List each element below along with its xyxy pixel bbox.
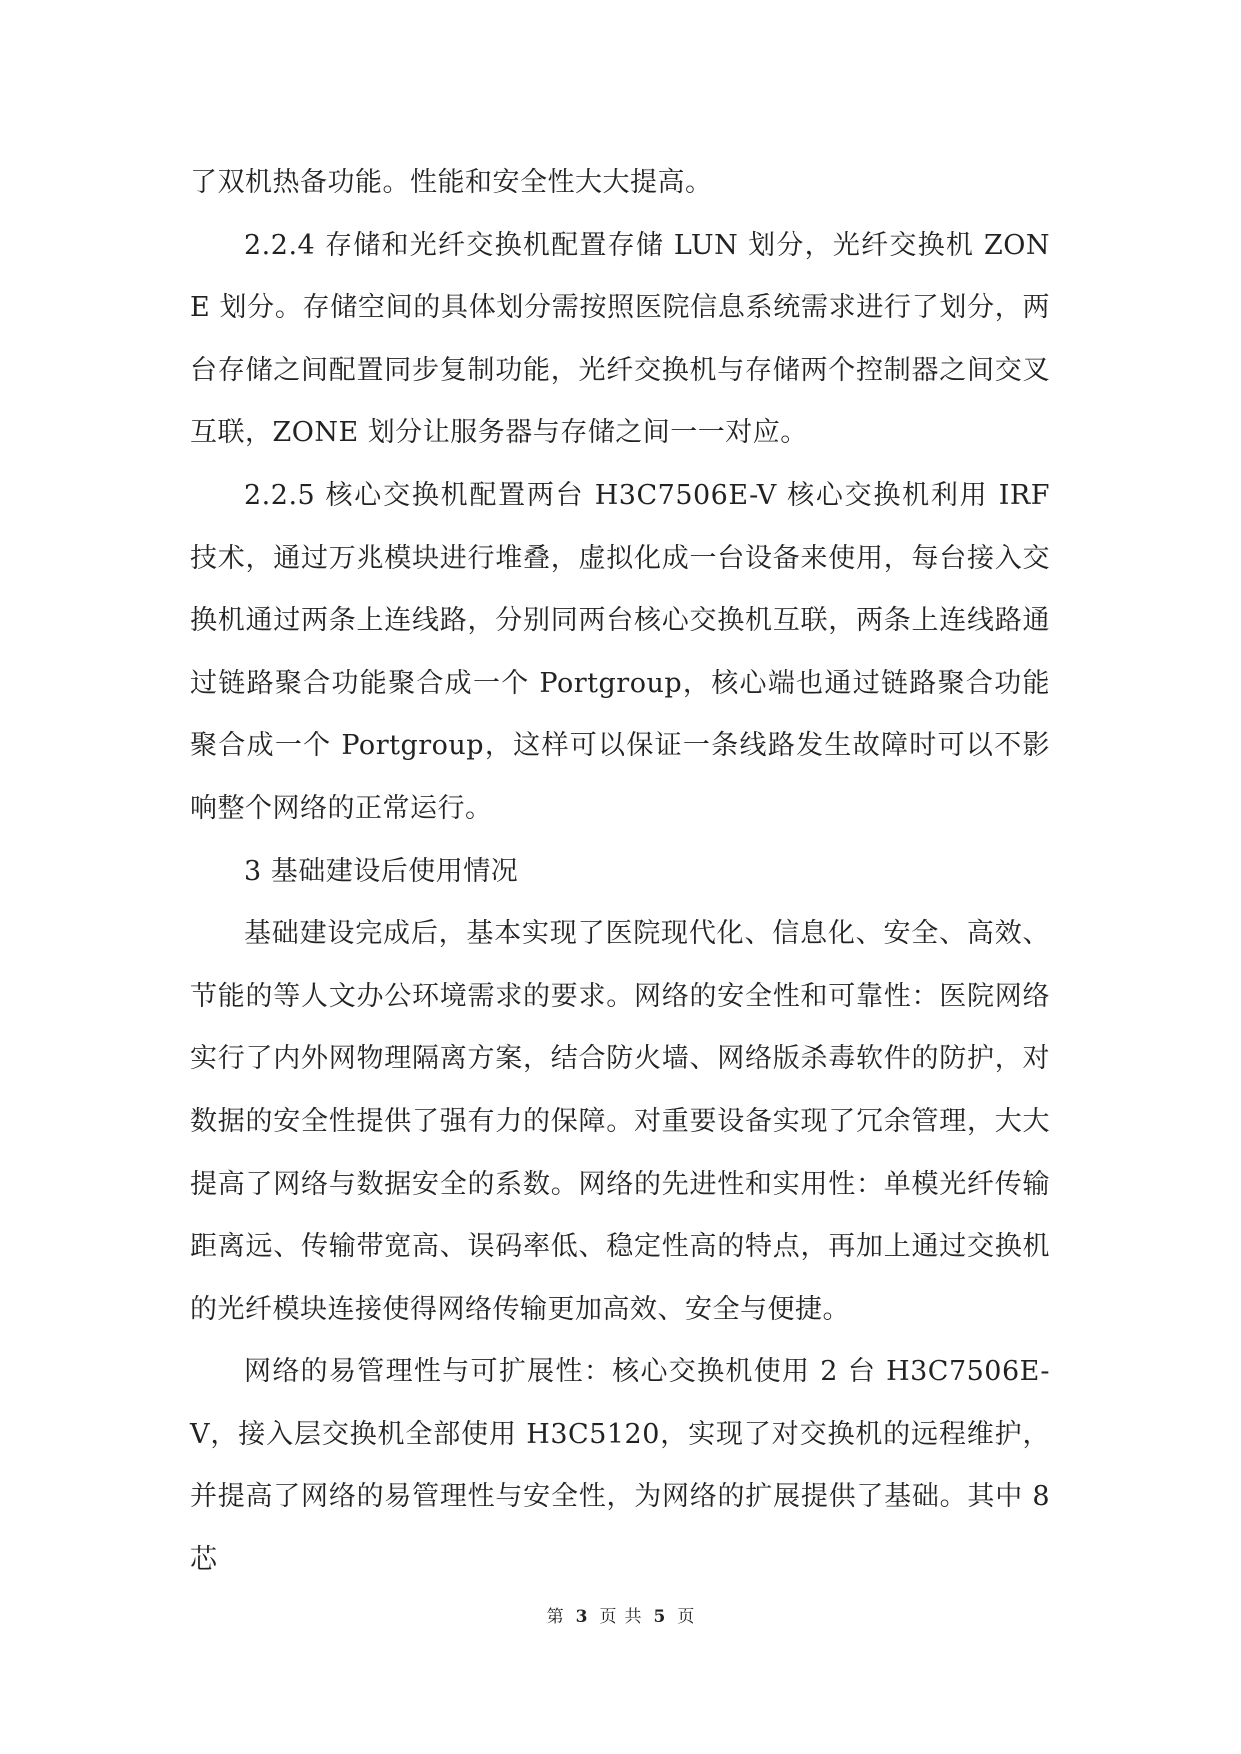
footer-mid1: 页 [599, 1607, 617, 1627]
footer-total-pages: 5 [653, 1607, 666, 1627]
footer-suffix: 页 [677, 1607, 695, 1627]
page-footer [0, 1605, 1241, 1629]
paragraph-2-2-4: 2.2.4 存储和光纤交换机配置存储 LUN 划分，光纤交换机 ZONE 划分。存储空间的具体划分需按照医院信息系统需求进行了划分，两台存储之间配置同步复制功能，光纤交换机与存储两个控制器之间交叉互联，ZONE 划分让服务器与存储之间一一对应。 [190, 229, 1050, 449]
document-body [190, 152, 1050, 1592]
footer-mid2: 共 [624, 1607, 642, 1627]
section-heading-3: 3 基础建设后使用情况 [244, 855, 519, 887]
paragraph-continuation: 了双机热备功能。性能和安全性大大提高。 [190, 167, 713, 198]
paragraph-manageability: 网络的易管理性与可扩展性：核心交换机使用 2 台 H3C7506E-V，接入层交换机全部使用 H3C5120，实现了对交换机的远程维护，并提高了网络的易管理性与安全性，为网络的扩展提供了基础。其中 8 芯 [190, 1356, 1050, 1576]
paragraph-usage: 基础建设完成后，基本实现了医院现代化、信息化、安全、高效、节能的等人文办公环境需求的要求。网络的安全性和可靠性：医院网络实行了内外网物理隔离方案，结合防火墙、网络版杀毒软件的防护，对数据的安全性提供了强有力的保障。对重要设备实现了冗余管理，大大提高了网络与数据安全的系数。网络的先进性和实用性：单模光纤传输距离远、传输带宽高、误码率低、稳定性高的特点，再加上通过交换机的光纤模块连接使得网络传输更加高效、安全与便捷。 [190, 918, 1050, 1325]
paragraph-2-2-5: 2.2.5 核心交换机配置两台 H3C7506E-V 核心交换机利用 IRF 技术，通过万兆模块进行堆叠，虚拟化成一台设备来使用，每台接入交换机通过两条上连线路，分别同两台核心交换机互联，两条上连线路通过链路聚合功能聚合成一个 Portgroup，核心端也通过链路聚合功能聚合成一个 Portgroup，这样可以保证一条线路发生故障时可以不影响整个网络的正常运行。 [190, 479, 1050, 824]
footer-current-page: 3 [575, 1607, 588, 1627]
footer-prefix: 第 [546, 1607, 564, 1627]
